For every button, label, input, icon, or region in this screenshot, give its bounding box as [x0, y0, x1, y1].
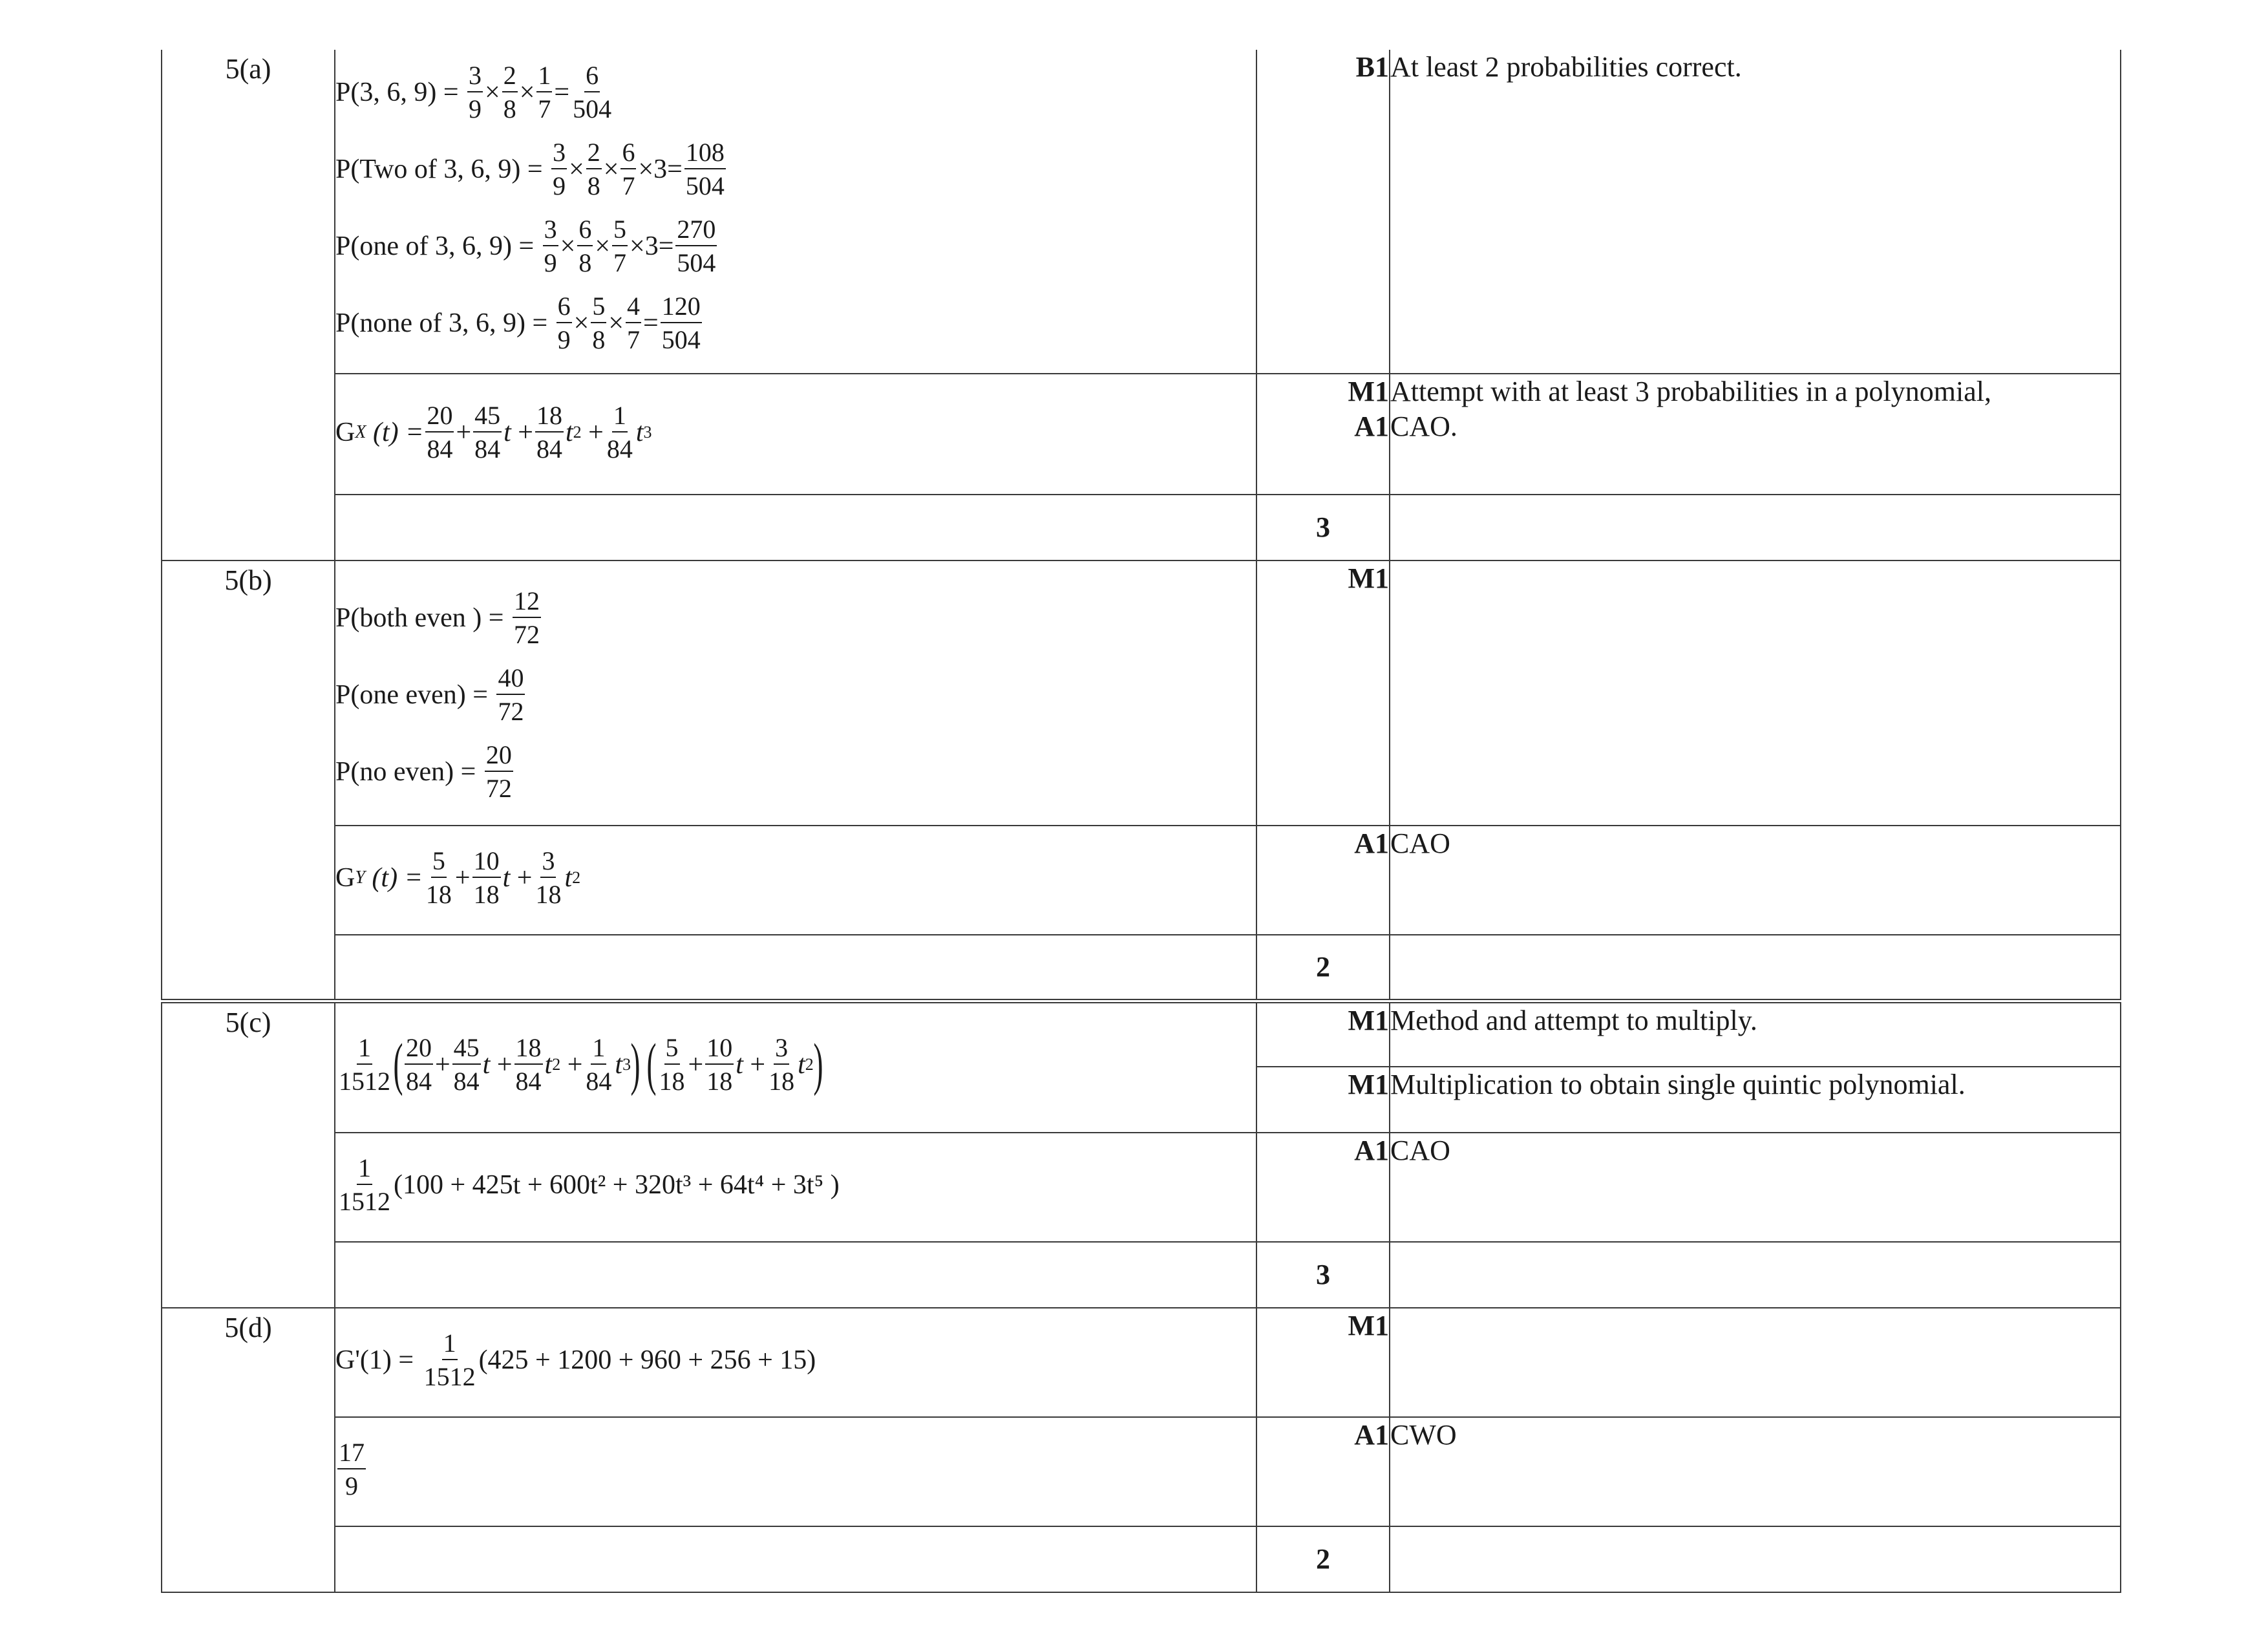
answer-cell	[335, 50, 1256, 374]
mark-code: A1	[1256, 826, 1390, 935]
total-marks: 3	[1256, 1242, 1390, 1308]
mark-code: M1	[1256, 1067, 1390, 1133]
prob-line: P(none of 3, 6, 9) = $\frac{6}{9}$ × $\frac{5}{8}$ × $\frac{4}{7}$ = $\frac{120}{504}$	[335, 291, 701, 354]
mark-code: B1	[1256, 50, 1390, 374]
guidance-text: CAO	[1390, 826, 2121, 935]
pgf-gx: G X (t) = $\frac{20}{84}$ + $\frac{45}{84}$ t + $\frac{18}{84}$ t 2 + $\frac{1}{84}$ t 3	[335, 401, 652, 464]
guidance-text: Multiplication to obtain single quintic polynomial.	[1390, 1067, 2121, 1133]
total-marks: 3	[1256, 495, 1390, 560]
guidance-text: At least 2 probabilities correct.	[1390, 50, 2121, 374]
question-number: 5(c)	[162, 1001, 335, 1308]
q5b-row-total	[162, 935, 2121, 1001]
guidance-text: CAO	[1390, 1133, 2121, 1242]
prob-line: P(one of 3, 6, 9) = $\frac{3}{9}$ × $\frac{6}{8}$ × $\frac{5}{7}$ ×3 = $\frac{270}{504}$	[335, 214, 716, 277]
mark-code: M1	[1256, 1308, 1390, 1417]
answer-cell	[335, 374, 1256, 495]
pgf-gy: G Y (t) = $\frac{5}{18}$ + $\frac{10}{18}$ t + $\frac{3}{18}$ t 2	[335, 846, 581, 909]
question-number: 5(a)	[162, 50, 335, 560]
answer-cell	[335, 1001, 1256, 1133]
prob-line: P(both even ) = $\frac{12}{72}$	[335, 586, 540, 649]
answer-cell	[335, 1133, 1256, 1242]
q5d-row-answer	[162, 1417, 2121, 1526]
q5a-row-total	[162, 495, 2121, 560]
mark-code: M1	[1256, 560, 1390, 826]
q5b-row-probabilities	[162, 560, 2121, 826]
mark-code: A1	[1256, 1133, 1390, 1242]
mark-codes: M1 A1	[1256, 374, 1390, 495]
guidance-text: CWO	[1390, 1417, 2121, 1526]
product-expression: $\frac{1}{1512}$ ( $\frac{20}{84}$ + $\frac{45}{84}$ t + $\frac{18}{84}$ t 2 + $\frac{1}{84}$ t 3 ) ( $\frac{5}{18}$ + $\frac{10}{18}$ t + $\frac{3}{18}$ t 2 )	[339, 1032, 823, 1096]
answer-cell	[335, 826, 1256, 935]
total-marks: 2	[1256, 1526, 1390, 1592]
question-number: 5(d)	[162, 1308, 335, 1592]
answer-cell	[335, 560, 1256, 826]
mark-scheme-table	[161, 50, 2121, 1593]
q5d-row-total	[162, 1526, 2121, 1592]
q5c-row-result	[162, 1133, 2121, 1242]
q5a-row-probabilities	[162, 50, 2121, 374]
mark-code: A1	[1256, 1417, 1390, 1526]
answer-cell	[335, 1308, 1256, 1417]
total-marks: 2	[1256, 935, 1390, 1001]
q5d-row-derivative	[162, 1308, 2121, 1417]
q5c-row-total	[162, 1242, 2121, 1308]
answer-cell	[335, 1417, 1256, 1526]
q5c-row-product	[162, 1001, 2121, 1067]
prob-line: P(one even) = $\frac{40}{72}$	[335, 663, 524, 726]
guidance-text: Method and attempt to multiply.	[1390, 1001, 2121, 1067]
prob-line: P(no even) = $\frac{20}{72}$	[335, 740, 512, 803]
prob-line: P(Two of 3, 6, 9) = $\frac{3}{9}$ × $\frac{2}{8}$ × $\frac{6}{7}$ ×3 = $\frac{108}{504}$	[335, 137, 725, 200]
mark-code: M1	[1256, 1001, 1390, 1067]
guidance-text: Attempt with at least 3 probabilities in a polynomial, CAO.	[1390, 374, 2121, 495]
q5b-row-gy	[162, 826, 2121, 935]
question-number: 5(b)	[162, 560, 335, 1001]
prob-line: P(3, 6, 9) = $\frac{3}{9}$ × $\frac{2}{8}$ × $\frac{1}{7}$ = $\frac{6}{504}$	[335, 60, 612, 123]
final-answer: $\frac{17}{9}$	[339, 1438, 365, 1500]
q5a-row-gx	[162, 374, 2121, 495]
quintic-result: $\frac{1}{1512}$ (100 + 425t + 600t² + 320t³ + 64t⁴ + 3t⁵ )	[339, 1153, 840, 1216]
derivative-expression: G'(1) = $\frac{1}{1512}$ (425 + 1200 + 960 + 256 + 15)	[335, 1329, 816, 1391]
